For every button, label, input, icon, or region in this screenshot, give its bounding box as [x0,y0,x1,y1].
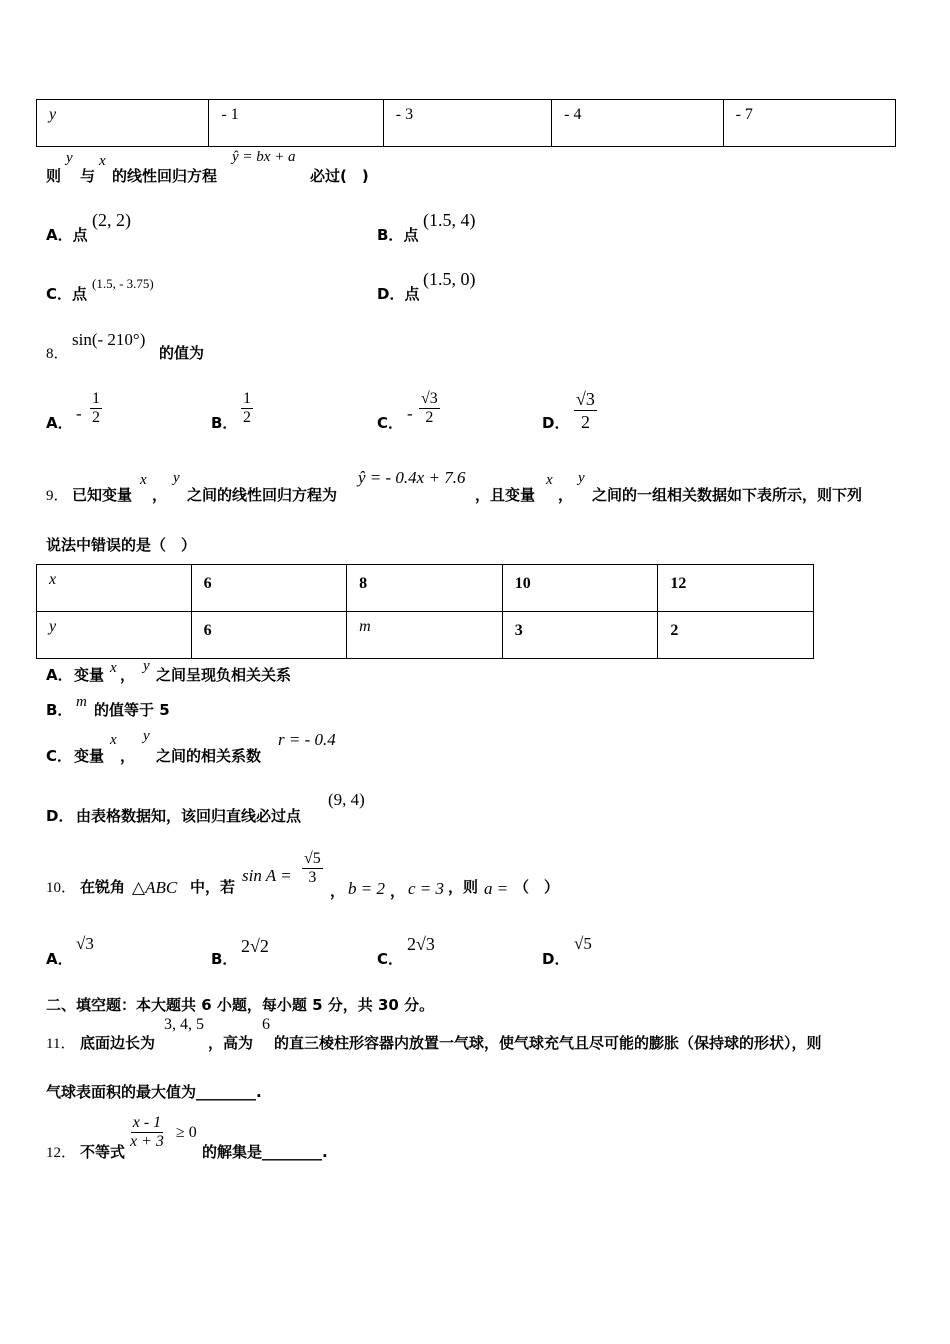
numerator: √3 [421,390,438,407]
table-cell: 3 [502,612,658,659]
table-cell: - 3 [383,100,551,147]
option-text: 由表格数据知，该回归直线必过点 [76,807,302,825]
option-text: 的值等于 5 [94,701,170,719]
q9-stem-a: 已知变量 [72,486,133,504]
q7-stem-d: 必过( ) [310,167,369,185]
q12-stem-b: 的解集是________. [202,1143,328,1161]
top-data-table [36,99,896,147]
fraction [574,388,597,433]
q9-option-c[interactable] [46,730,366,764]
option-label: C． [377,414,404,432]
var-x: x [110,732,117,748]
table-cell: 8 [347,565,503,612]
q9-stem-d: 之间的一组相关数据如下表所示，则下列 [592,486,863,504]
q10-stem-c: ，则 [448,878,479,896]
q9-number: 9． [46,488,69,504]
q12-ge: ≥ 0 [176,1124,197,1141]
option-value: 2√2 [241,936,269,956]
numerator: √5 [304,850,321,867]
minus-sign: - [407,404,413,423]
numerator: x - 1 [132,1114,162,1131]
q9-var-y-2: y [578,470,585,486]
q7-stem-a: 则 [46,167,62,185]
option-word: 点 [72,285,88,303]
q9-stem-b: 之间的线性回归方程为 [187,486,338,504]
q7-stem-c: 的线性回归方程 [112,167,218,185]
q12-number: 12． [46,1145,77,1161]
q7-option-d-point: (1.5, 0) [423,269,476,289]
table-cell: 2 [658,612,814,659]
q10-stem-a: 在锐角 [80,878,126,896]
q7-var-x: x [99,153,106,169]
point: (9, 4) [328,790,365,809]
q7-option-a[interactable] [46,224,88,245]
q10-b-eq: b = 2 [348,879,385,898]
q7-option-b-point: (1.5, 4) [423,210,476,230]
option-label: B． [46,701,73,719]
q7-option-b[interactable] [377,224,418,245]
table-cell: 6 [191,612,347,659]
q7-equation: ŷ = bx + a [232,149,296,165]
comma: ， [120,666,136,684]
q11-stem-d: 气球表面积的最大值为________. [46,1083,262,1101]
section-title-fill-in: 二、填空题：本大题共 6 小题，每小题 5 分，共 30 分。 [46,996,435,1014]
q11-sides: 3, 4, 5 [164,1016,204,1033]
comma: ， [120,747,136,765]
q7-option-a-point: (2, 2) [92,210,131,230]
numerator: 1 [92,390,100,407]
table-cell: m [347,612,503,659]
q10-stem-d: （ ） [514,878,560,896]
option-text: 变量 [74,747,105,765]
q10-triangle: △ABC [132,878,178,897]
option-text: 变量 [74,666,105,684]
q9-comma-2: ， [558,486,574,504]
var-x: x [110,660,117,676]
table-row-label: y [37,612,192,659]
q9-stem-c: ，且变量 [475,486,536,504]
denominator: 2 [580,412,590,432]
fraction [241,390,253,427]
q10-option-a[interactable] [46,932,166,966]
fraction [419,390,440,427]
q10-option-d[interactable] [542,932,662,966]
q10-number: 10． [46,880,77,896]
option-label: C． [46,285,73,303]
q9-option-d[interactable] [46,790,386,824]
q10-sep-2: ， [390,882,406,900]
option-value: √5 [574,934,592,953]
q9-equation: ŷ = - 0.4x + 7.6 [358,468,466,487]
q9-data-table [36,564,814,659]
table-cell: - 7 [723,100,895,147]
option-text: 之间的相关系数 [156,747,262,765]
table-row-label: x [37,565,192,612]
q11-stem-a: 底面边长为 [80,1034,156,1052]
q10-stem-b: 中，若 [190,878,236,896]
q10-a-eq: a = [484,879,509,898]
option-label: B． [377,226,404,244]
var-m: m [76,694,87,710]
q8-stem: 的值为 [159,344,205,362]
q7-option-c[interactable] [46,283,87,304]
var-y: y [143,658,150,674]
q12-stem-a: 不等式 [80,1143,126,1161]
q7-stem-b: 与 [80,167,96,185]
option-word: 点 [72,226,88,244]
denominator: 2 [425,409,434,426]
q9-var-y: y [173,470,180,486]
option-word: 点 [404,285,420,303]
option-value: 2√3 [407,934,435,954]
q9-option-b[interactable] [46,696,246,722]
option-label: B． [211,950,238,968]
option-label: C． [46,747,73,765]
q10-sinA: sin A = [242,866,292,885]
q10-option-b[interactable] [211,932,331,966]
denominator: 2 [243,409,251,426]
option-label: D． [542,414,570,432]
q10-sep-1: ， [330,882,346,900]
table-cell: - 4 [552,100,723,147]
option-label: D． [542,950,570,968]
table-cell: 6 [191,565,347,612]
option-label: A． [46,950,73,968]
table-cell: 10 [502,565,658,612]
numerator: 1 [243,390,251,407]
q7-option-d[interactable] [377,283,419,304]
q9-option-a[interactable] [46,660,346,686]
correlation-eq: r = - 0.4 [278,730,336,749]
numerator: √3 [576,389,595,409]
option-label: B． [211,414,238,432]
option-label: D． [377,285,405,303]
table-cell: 12 [658,565,814,612]
q7-var-y: y [66,150,73,166]
q11-stem-b: ，高为 [208,1034,254,1052]
q12-fraction [130,1114,164,1151]
q10-c-eq: c = 3 [408,879,445,898]
q11-stem-c: 的直三棱柱形容器内放置一气球，使气球充气且尽可能的膨胀（保持球的形状），则 [274,1034,822,1052]
q11-number: 11． [46,1036,76,1052]
q11-height: 6 [262,1016,270,1033]
q9-stem-e: 说法中错误的是（ ） [46,536,197,554]
minus-sign: - [76,404,82,423]
option-label: D． [46,807,74,825]
table-row-label: y [37,100,209,147]
q7-option-c-point: (1.5, - 3.75) [92,276,154,291]
q9-var-x-2: x [546,472,553,488]
fraction [90,390,102,427]
q10-option-c[interactable] [377,932,497,966]
denominator: 3 [308,869,317,886]
q9-comma: ， [152,486,168,504]
q8-expression: sin(- 210°) [72,330,146,349]
q10-fraction [302,850,323,887]
option-label: C． [377,950,404,968]
option-text: 之间呈现负相关关系 [156,666,292,684]
table-cell: - 1 [209,100,383,147]
option-label: A． [46,414,73,432]
q8-number: 8． [46,346,69,362]
var-y: y [143,728,150,744]
option-value: √3 [76,934,94,953]
option-label: A． [46,226,73,244]
q9-var-x: x [140,472,147,488]
option-label: A． [46,666,73,684]
denominator: 2 [92,409,100,426]
option-word: 点 [403,226,419,244]
denominator: x + 3 [130,1133,164,1150]
